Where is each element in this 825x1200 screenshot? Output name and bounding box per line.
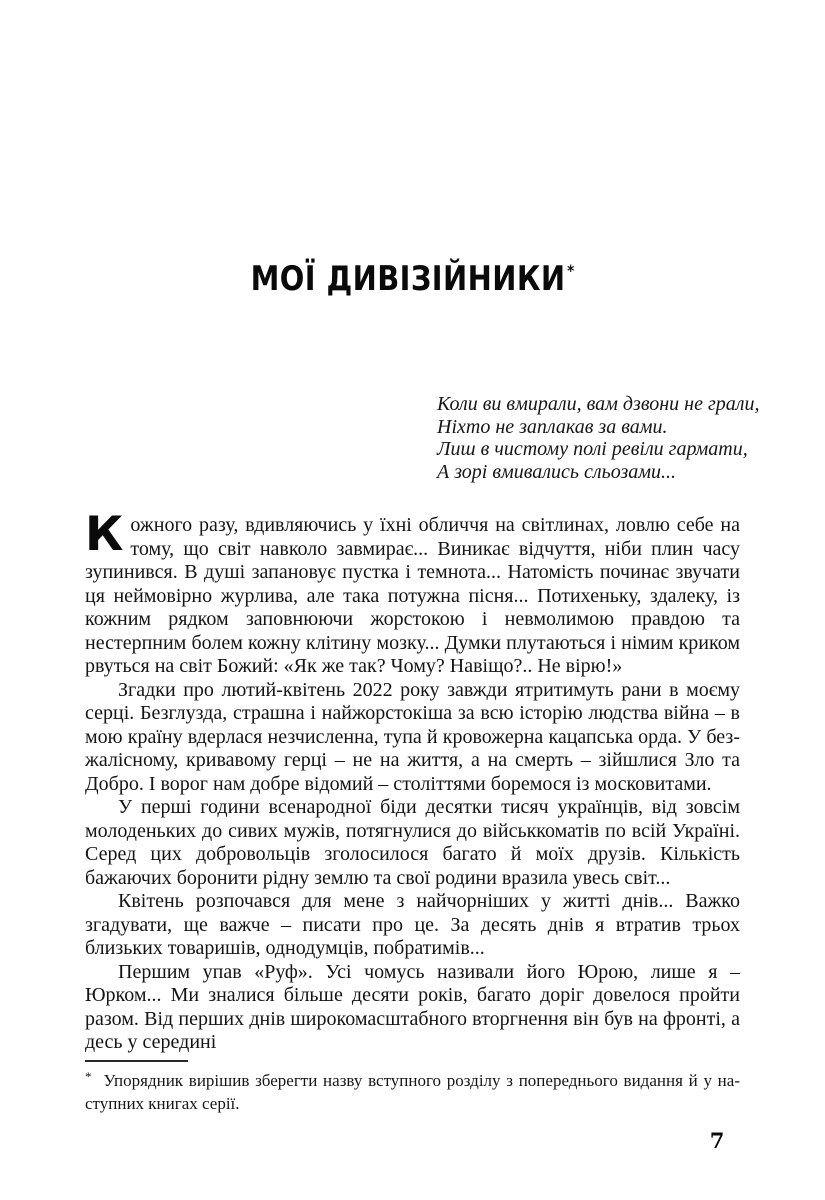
drop-cap: К xyxy=(85,507,124,562)
paragraph xyxy=(85,507,740,679)
epigraph xyxy=(437,393,759,483)
chapter-title-text xyxy=(250,258,575,299)
chapter-title-label: МОЇ ДИВІЗІЙНИКИ xyxy=(250,258,566,299)
title-footnote-marker: * xyxy=(567,260,575,280)
body-text xyxy=(85,507,740,1055)
epigraph-line: Коли ви вмирали, вам дзвони не грали, xyxy=(437,393,760,415)
epigraph-line: Ніхто не заплакав за вами. xyxy=(437,415,668,438)
epigraph-line: А зорі вмивались сльозами... xyxy=(437,460,677,483)
paragraph: У перші години всенародної біди десятки тисяч українців, від зовсім молоденьких до сивих мужів, потягнулися до військкоматів по всій Україні. Серед цих добровольців зголосилося багато й моїх друзів. Кількість бажаючих боронити рідну землю та свої родини вразила увесь світ... xyxy=(85,796,740,889)
paragraph: Квітень розпочався для мене з найчорніших у житті днів... Важко згадувати, ще важче – писати про це. За десять днів я втратив трьох близьких товаришів, однодумців, побратимів... xyxy=(85,890,740,959)
chapter-title xyxy=(85,258,740,299)
footnote-marker: * xyxy=(85,1069,92,1084)
page-number: 7 xyxy=(709,1128,725,1153)
paragraph: Згадки про лютий-квітень 2022 року завжди ятритимуть рани в моєму серці. Безглузда, страшна і найжорстокіша за всю історію людства війна – в мою країну вдерлася незчисленна, тупа й кровожерна кацапська орда. У безжалісному, кривавому герці – не на життя, а на смерть – зійшлися Зло та Добро. І ворог нам добре відомий – століттями боремося із московитами. xyxy=(85,678,740,795)
footnote-text: Упорядник вирішив зберегти назву вступного розділу з попереднього видання й у наступних книгах серії. xyxy=(85,1071,740,1113)
epigraph-line: Лиш в чистому полі ревіли гармати, xyxy=(437,438,748,460)
footnote xyxy=(85,1066,740,1115)
paragraph-text: ожного разу, вдивляючись у їхні обличчя на світлинах, ловлю себе на тому, що світ навколо завмирає... Виникає відчуття, ніби плин часу зупинився. В душі запановує пустка і темнота... Натомість починає звучати ця неймовірно журлива, але така потужна пісня... Потихеньку, здалеку, із кожним рядком заповнюючи жорстокою і невмолимою правдою та нестерпним болем кожну клітину мозку... Думки плутаються і німим криком рвуться на світ Божий: «Як же так? Чому? Навіщо?.. Не вірю!» xyxy=(85,514,740,677)
footnote-divider xyxy=(85,1060,188,1062)
paragraph: Першим упав «Руф». Усі чомусь називали його Юрою, лише я – Юрком... Ми зналися більше десяти років, багато доріг довелося пройти разом. Від перших днів широкомасштабного вторгнення він був на фронті, а десь у середині xyxy=(85,960,740,1053)
